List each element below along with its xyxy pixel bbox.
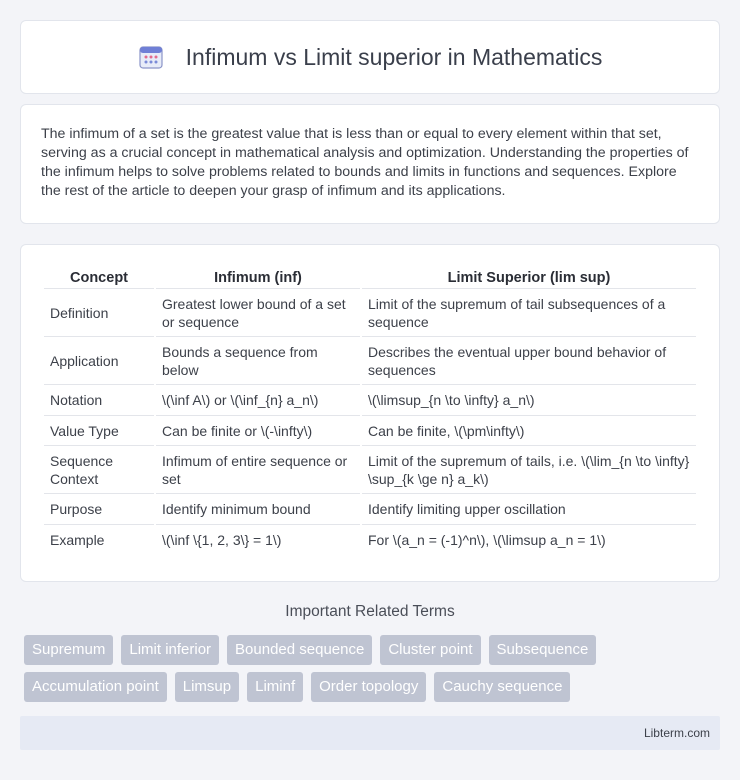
footer xyxy=(20,716,720,750)
table-cell: Describes the eventual upper bound behavior of sequences xyxy=(362,339,696,385)
related-term-tag[interactable]: Limit inferior xyxy=(121,635,219,665)
table-cell: Limit of the supremum of tails, i.e. \(\lim_{n \to \infty} \sup_{k \ge n} a_k\) xyxy=(362,448,696,494)
table-row xyxy=(44,448,696,494)
column-header: Infimum (inf) xyxy=(156,267,360,289)
table-cell: Infimum of entire sequence or set xyxy=(156,448,360,494)
table-cell: Identify limiting upper oscillation xyxy=(362,496,696,525)
comparison-table-card xyxy=(20,244,720,582)
related-term-tag[interactable]: Cauchy sequence xyxy=(434,672,570,702)
table-cell: Bounds a sequence from below xyxy=(156,339,360,385)
table-cell: \(\limsup_{n \to \infty} a_n\) xyxy=(362,387,696,416)
row-label: Value Type xyxy=(44,418,154,447)
column-header: Concept xyxy=(44,267,154,289)
table-cell: Can be finite or \(-\infty\) xyxy=(156,418,360,447)
intro-card xyxy=(20,104,720,224)
related-term-tag[interactable]: Order topology xyxy=(311,672,426,702)
related-term-tag[interactable]: Subsequence xyxy=(489,635,597,665)
column-header: Limit Superior (lim sup) xyxy=(362,267,696,289)
row-label: Definition xyxy=(44,291,154,337)
related-terms-title: Important Related Terms xyxy=(285,603,455,620)
related-term-tag[interactable]: Bounded sequence xyxy=(227,635,372,665)
table-cell: Can be finite, \(\pm\infty\) xyxy=(362,418,696,447)
table-cell: Identify minimum bound xyxy=(156,496,360,525)
table-row xyxy=(44,496,696,525)
table-row xyxy=(44,339,696,385)
table-cell: Limit of the supremum of tail subsequences of a sequence xyxy=(362,291,696,337)
header-card xyxy=(20,20,720,94)
row-label: Notation xyxy=(44,387,154,416)
table-row xyxy=(44,527,696,555)
related-term-tag[interactable]: Cluster point xyxy=(380,635,480,665)
intro-text: The infimum of a set is the greatest value that is less than or equal to every element within that set, serving as a crucial concept in mathematical analysis and optimization. Understanding the properties of the infimum helps to solve problems related to bounds and limits in functions and sequences. Explore the rest of the article to deepen your grasp of infimum and its applications. xyxy=(41,126,689,199)
related-term-tag[interactable]: Accumulation point xyxy=(24,672,167,702)
related-terms-list xyxy=(24,635,724,702)
row-label: Purpose xyxy=(44,496,154,525)
row-label: Application xyxy=(44,339,154,385)
row-label: Sequence Context xyxy=(44,448,154,494)
table-cell: \(\inf A\) or \(\inf_{n} a_n\) xyxy=(156,387,360,416)
footer-site-link[interactable]: Libterm.com xyxy=(643,726,710,740)
table-cell: For \(a_n = (-1)^n\), \(\limsup a_n = 1\) xyxy=(368,531,606,548)
comparison-table xyxy=(42,265,698,556)
related-term-tag[interactable]: Supremum xyxy=(24,635,113,665)
table-cell: \(\inf \{1, 2, 3\} = 1\) xyxy=(162,531,282,548)
table-header-row xyxy=(44,267,696,289)
table-cell: Greatest lower bound of a set or sequence xyxy=(156,291,360,337)
calendar-grid-icon xyxy=(138,44,164,70)
related-term-tag[interactable]: Limsup xyxy=(175,672,239,702)
table-row xyxy=(44,291,696,337)
related-term-tag[interactable]: Liminf xyxy=(247,672,303,702)
page-title: Infimum vs Limit superior in Mathematics xyxy=(185,43,603,70)
table-row xyxy=(44,387,696,416)
row-label: Example xyxy=(50,531,105,548)
table-row xyxy=(44,418,696,447)
